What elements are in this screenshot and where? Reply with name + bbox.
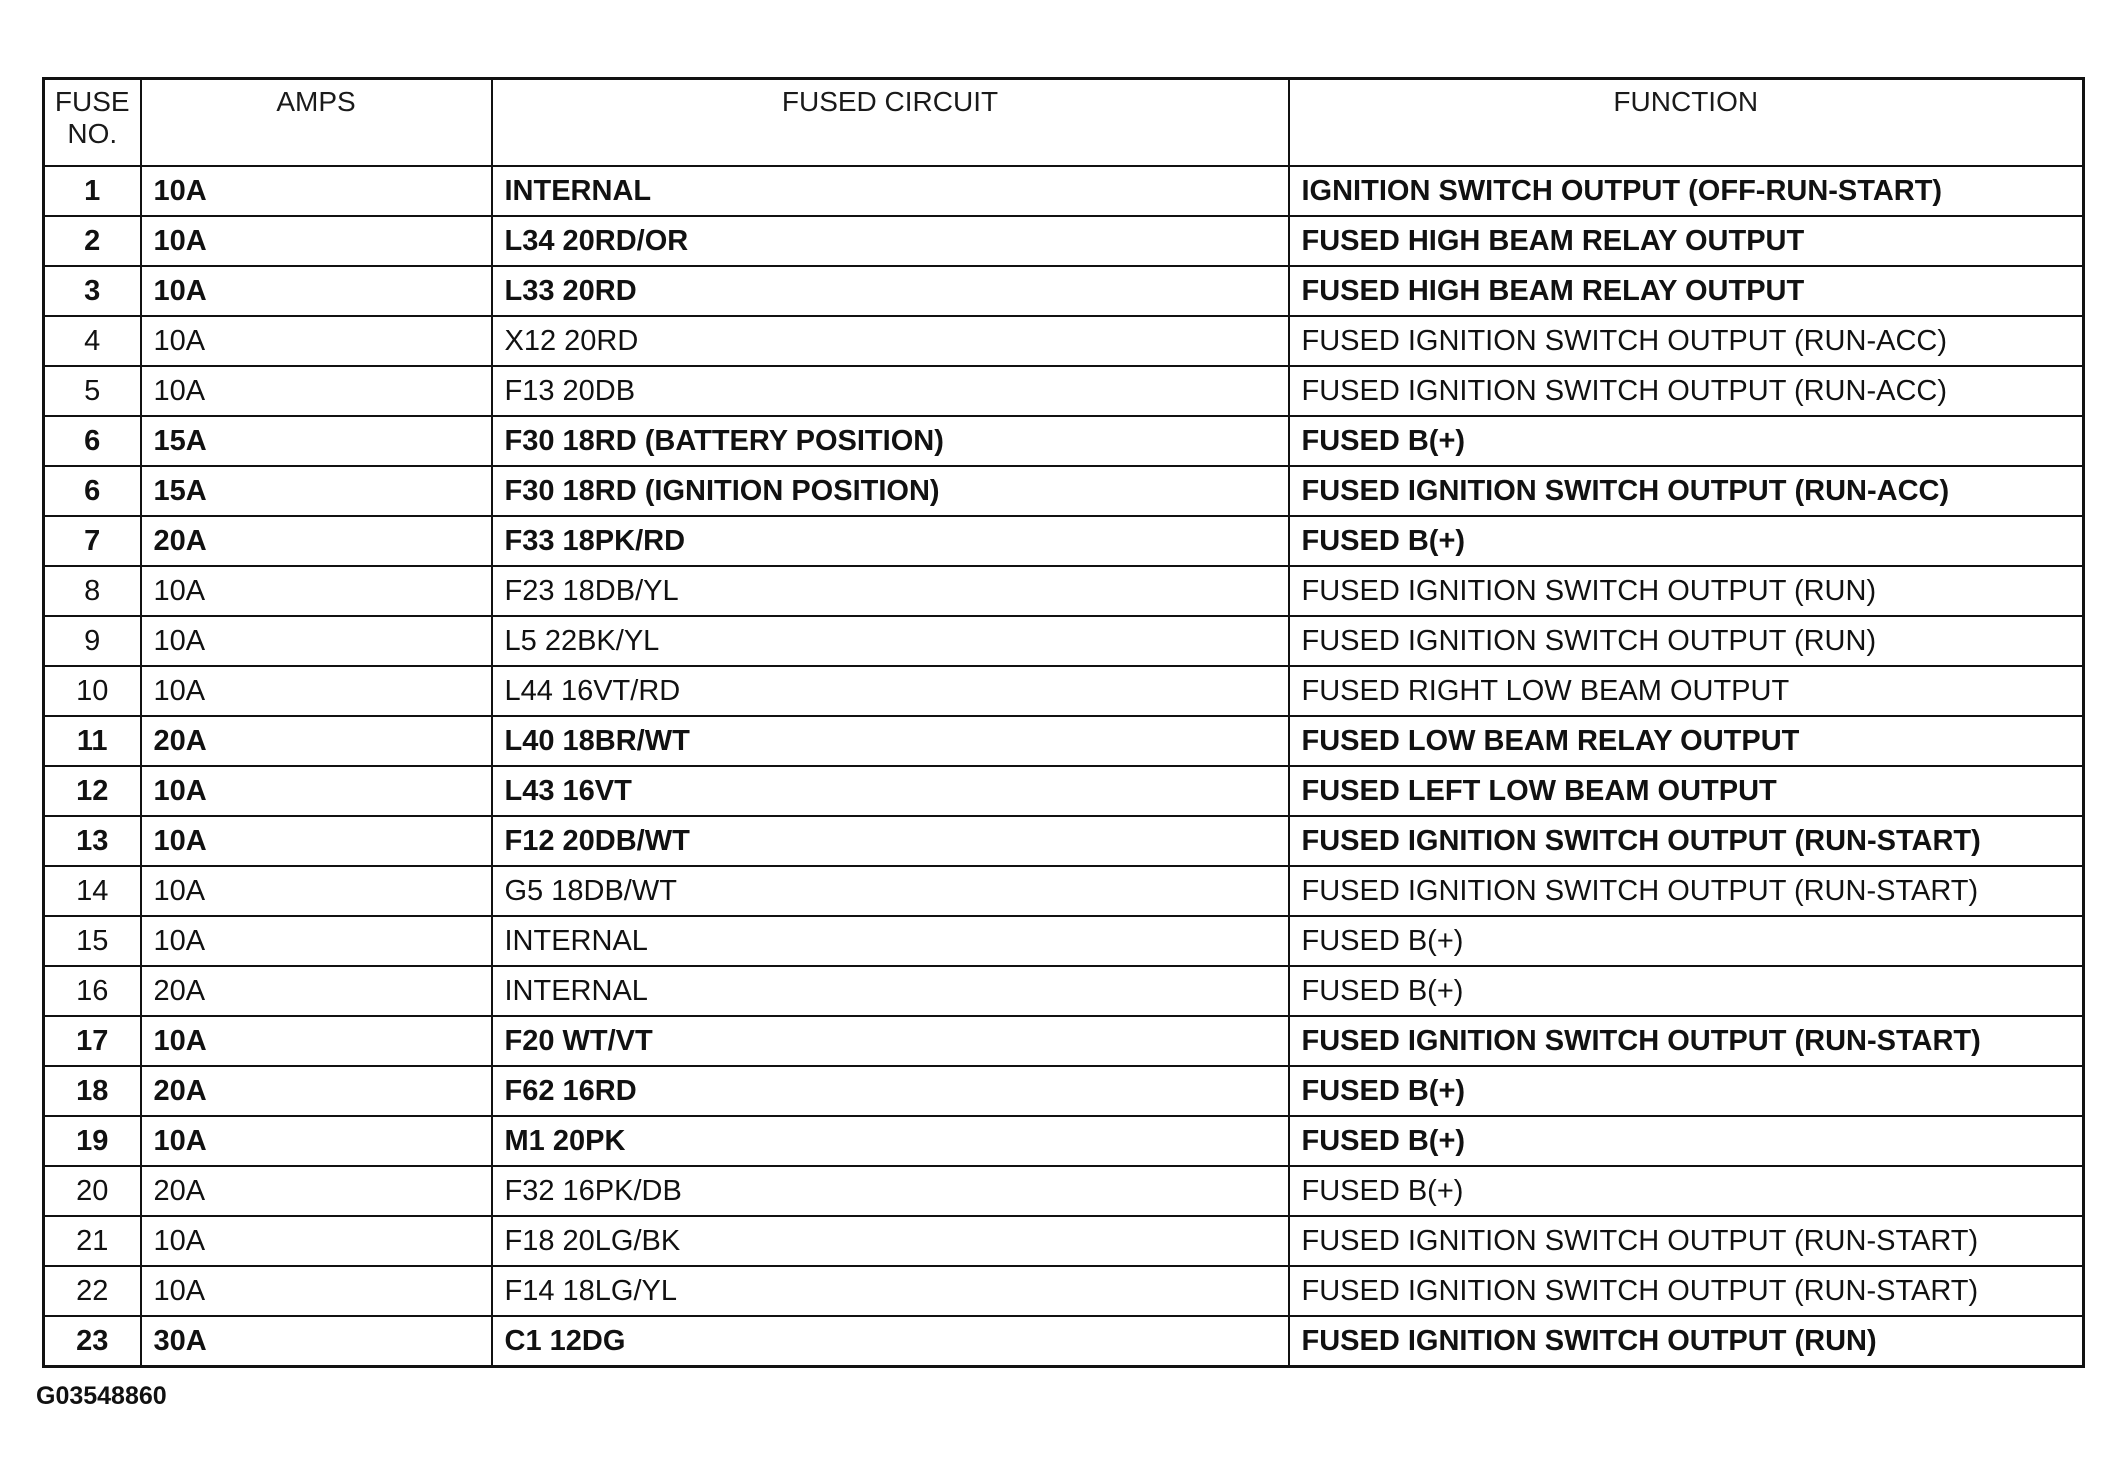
table-row [44, 616, 2084, 666]
table-row [44, 566, 2084, 616]
amps-cell: 10A [141, 1016, 492, 1066]
fused-circuit-cell: L33 20RD [492, 266, 1289, 316]
header-row [44, 79, 2084, 167]
table-row [44, 816, 2084, 866]
function-cell: FUSED IGNITION SWITCH OUTPUT (RUN-START) [1289, 816, 2084, 866]
fuse-table-header [44, 79, 2084, 167]
fused-circuit-cell: L34 20RD/OR [492, 216, 1289, 266]
function-cell: FUSED LOW BEAM RELAY OUTPUT [1289, 716, 2084, 766]
table-row [44, 466, 2084, 516]
fuse-number-cell: 10 [44, 666, 141, 716]
fused-circuit-cell: F13 20DB [492, 366, 1289, 416]
table-row [44, 1266, 2084, 1316]
table-row [44, 366, 2084, 416]
fuse-number-cell: 12 [44, 766, 141, 816]
table-row [44, 1016, 2084, 1066]
fused-circuit-cell: F20 WT/VT [492, 1016, 1289, 1066]
table-row [44, 316, 2084, 366]
fuse-number-cell: 8 [44, 566, 141, 616]
function-cell: FUSED IGNITION SWITCH OUTPUT (RUN-START) [1289, 866, 2084, 916]
amps-cell: 10A [141, 666, 492, 716]
table-row [44, 866, 2084, 916]
function-cell: FUSED B(+) [1289, 1166, 2084, 1216]
table-row [44, 266, 2084, 316]
fused-circuit-cell: INTERNAL [492, 966, 1289, 1016]
fuse-number-cell: 22 [44, 1266, 141, 1316]
table-row [44, 966, 2084, 1016]
function-cell: FUSED IGNITION SWITCH OUTPUT (RUN-START) [1289, 1266, 2084, 1316]
fused-circuit-cell: INTERNAL [492, 166, 1289, 216]
amps-cell: 20A [141, 1166, 492, 1216]
fuse-number-cell: 16 [44, 966, 141, 1016]
amps-cell: 20A [141, 516, 492, 566]
function-cell: FUSED RIGHT LOW BEAM OUTPUT [1289, 666, 2084, 716]
amps-cell: 10A [141, 816, 492, 866]
amps-cell: 10A [141, 1116, 492, 1166]
function-cell: FUSED IGNITION SWITCH OUTPUT (RUN) [1289, 616, 2084, 666]
table-row [44, 166, 2084, 216]
fuse-number-cell: 9 [44, 616, 141, 666]
header-fused-circuit: FUSED CIRCUIT [492, 79, 1289, 167]
function-cell: IGNITION SWITCH OUTPUT (OFF-RUN-START) [1289, 166, 2084, 216]
amps-cell: 20A [141, 1066, 492, 1116]
amps-cell: 15A [141, 466, 492, 516]
figure-code: G03548860 [36, 1382, 167, 1410]
fuse-number-cell: 13 [44, 816, 141, 866]
fuse-number-cell: 23 [44, 1316, 141, 1367]
fused-circuit-cell: F32 16PK/DB [492, 1166, 1289, 1216]
fuse-number-cell: 14 [44, 866, 141, 916]
header-amps: AMPS [141, 79, 492, 167]
fused-circuit-cell: F62 16RD [492, 1066, 1289, 1116]
fused-circuit-cell: X12 20RD [492, 316, 1289, 366]
function-cell: FUSED HIGH BEAM RELAY OUTPUT [1289, 216, 2084, 266]
function-cell: FUSED IGNITION SWITCH OUTPUT (RUN-ACC) [1289, 366, 2084, 416]
fused-circuit-cell: F23 18DB/YL [492, 566, 1289, 616]
function-cell: FUSED B(+) [1289, 1116, 2084, 1166]
fuse-number-cell: 15 [44, 916, 141, 966]
amps-cell: 10A [141, 1216, 492, 1266]
fuse-table-body [44, 166, 2084, 1367]
function-cell: FUSED IGNITION SWITCH OUTPUT (RUN-ACC) [1289, 316, 2084, 366]
table-row [44, 1316, 2084, 1367]
function-cell: FUSED B(+) [1289, 1066, 2084, 1116]
fused-circuit-cell: F33 18PK/RD [492, 516, 1289, 566]
fused-circuit-cell: F30 18RD (BATTERY POSITION) [492, 416, 1289, 466]
header-fuse-no-line2: NO. [67, 118, 118, 149]
header-fuse-no [44, 79, 141, 167]
fuse-table [42, 77, 2085, 1368]
amps-cell: 20A [141, 716, 492, 766]
table-row [44, 1216, 2084, 1266]
function-cell: FUSED IGNITION SWITCH OUTPUT (RUN-START) [1289, 1016, 2084, 1066]
function-cell: FUSED IGNITION SWITCH OUTPUT (RUN-START) [1289, 1216, 2084, 1266]
fused-circuit-cell: INTERNAL [492, 916, 1289, 966]
function-cell: FUSED IGNITION SWITCH OUTPUT (RUN) [1289, 566, 2084, 616]
table-row [44, 416, 2084, 466]
fused-circuit-cell: C1 12DG [492, 1316, 1289, 1367]
amps-cell: 10A [141, 366, 492, 416]
fused-circuit-cell: L44 16VT/RD [492, 666, 1289, 716]
amps-cell: 15A [141, 416, 492, 466]
table-row [44, 1166, 2084, 1216]
amps-cell: 30A [141, 1316, 492, 1367]
amps-cell: 10A [141, 866, 492, 916]
amps-cell: 10A [141, 266, 492, 316]
fuse-number-cell: 18 [44, 1066, 141, 1116]
table-row [44, 766, 2084, 816]
fuse-number-cell: 2 [44, 216, 141, 266]
table-row [44, 666, 2084, 716]
table-row [44, 216, 2084, 266]
amps-cell: 10A [141, 766, 492, 816]
fused-circuit-cell: G5 18DB/WT [492, 866, 1289, 916]
amps-cell: 10A [141, 616, 492, 666]
table-row [44, 1066, 2084, 1116]
fused-circuit-cell: L43 16VT [492, 766, 1289, 816]
amps-cell: 10A [141, 166, 492, 216]
fuse-number-cell: 11 [44, 716, 141, 766]
amps-cell: 10A [141, 316, 492, 366]
fuse-number-cell: 7 [44, 516, 141, 566]
amps-cell: 10A [141, 216, 492, 266]
function-cell: FUSED IGNITION SWITCH OUTPUT (RUN) [1289, 1316, 2084, 1367]
fused-circuit-cell: L40 18BR/WT [492, 716, 1289, 766]
function-cell: FUSED B(+) [1289, 516, 2084, 566]
function-cell: FUSED HIGH BEAM RELAY OUTPUT [1289, 266, 2084, 316]
fuse-number-cell: 19 [44, 1116, 141, 1166]
amps-cell: 10A [141, 566, 492, 616]
fuse-number-cell: 5 [44, 366, 141, 416]
fuse-number-cell: 6 [44, 466, 141, 516]
fused-circuit-cell: F12 20DB/WT [492, 816, 1289, 866]
table-row [44, 516, 2084, 566]
fuse-number-cell: 1 [44, 166, 141, 216]
fuse-number-cell: 6 [44, 416, 141, 466]
fused-circuit-cell: M1 20PK [492, 1116, 1289, 1166]
fuse-number-cell: 3 [44, 266, 141, 316]
fuse-number-cell: 20 [44, 1166, 141, 1216]
table-row [44, 716, 2084, 766]
fused-circuit-cell: L5 22BK/YL [492, 616, 1289, 666]
fused-circuit-cell: F30 18RD (IGNITION POSITION) [492, 466, 1289, 516]
fuse-number-cell: 21 [44, 1216, 141, 1266]
amps-cell: 10A [141, 1266, 492, 1316]
fused-circuit-cell: F14 18LG/YL [492, 1266, 1289, 1316]
table-row [44, 1116, 2084, 1166]
function-cell: FUSED IGNITION SWITCH OUTPUT (RUN-ACC) [1289, 466, 2084, 516]
fused-circuit-cell: F18 20LG/BK [492, 1216, 1289, 1266]
function-cell: FUSED B(+) [1289, 916, 2084, 966]
fuse-number-cell: 17 [44, 1016, 141, 1066]
table-row [44, 916, 2084, 966]
function-cell: FUSED B(+) [1289, 416, 2084, 466]
fuse-number-cell: 4 [44, 316, 141, 366]
amps-cell: 10A [141, 916, 492, 966]
function-cell: FUSED B(+) [1289, 966, 2084, 1016]
amps-cell: 20A [141, 966, 492, 1016]
header-fuse-no-line1: FUSE [54, 86, 130, 117]
function-cell: FUSED LEFT LOW BEAM OUTPUT [1289, 766, 2084, 816]
header-function: FUNCTION [1289, 79, 2084, 167]
